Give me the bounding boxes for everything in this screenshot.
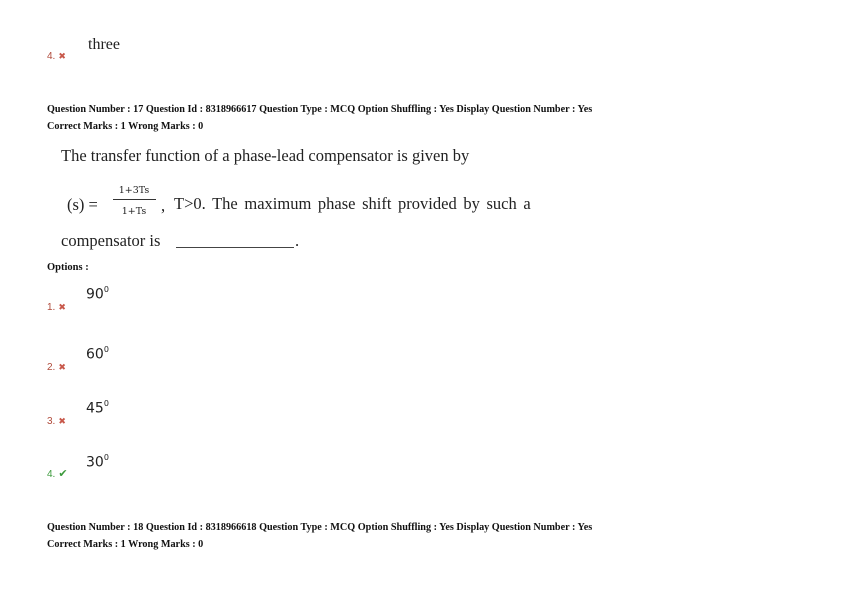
prev-option-text: three [88, 36, 120, 53]
option-2-value: 60 [86, 346, 104, 363]
prev-option-number-label: 4. [47, 51, 56, 62]
formula-numerator: 1+3Ts [118, 185, 150, 196]
option-2-text [86, 346, 109, 363]
question-17-text-line3: compensator is [61, 231, 161, 250]
prev-option-number [47, 51, 66, 62]
question-17-text-line1: The transfer function of a phase-lead compensator is given by [61, 146, 470, 165]
option-4-number-label: 4. [47, 469, 56, 480]
answer-blank [176, 247, 294, 248]
cross-icon: ✖ [58, 51, 66, 61]
cross-icon: ✖ [58, 362, 66, 372]
option-3-value: 45 [86, 400, 104, 417]
question-18-meta-line1: Question Number : 18 Question Id : 8318966618 Question Type : MCQ Option Shuffling : Yes Display Question Number : Yes [47, 522, 593, 533]
option-3-number-label: 3. [47, 416, 56, 427]
option-4-number [47, 469, 68, 480]
option-2-sup: 0 [103, 345, 109, 354]
option-3-sup: 0 [103, 399, 109, 408]
option-4-value: 30 [86, 454, 104, 471]
option-2-number [47, 362, 66, 373]
option-1-number-label: 1. [47, 302, 56, 313]
formula-suffix: T>0. The maximum phase shift provided by such a [174, 194, 531, 213]
option-2-number-label: 2. [47, 362, 56, 373]
formula-denominator: 1+Ts [121, 206, 147, 217]
question-17-meta-line1: Question Number : 17 Question Id : 8318966617 Question Type : MCQ Option Shuffling : Yes Display Question Number : Yes [47, 104, 593, 115]
formula-prefix: (s) = [67, 195, 98, 214]
formula-comma: , [161, 196, 166, 215]
cross-icon: ✖ [58, 302, 66, 312]
cross-icon: ✖ [58, 416, 66, 426]
options-label: Options : [47, 262, 89, 273]
option-4-text [86, 454, 109, 471]
option-4-sup: 0 [103, 453, 109, 462]
question-17-text-line3-end: . [295, 231, 300, 250]
option-3-text [86, 400, 109, 417]
option-1-number [47, 302, 66, 313]
option-3-number [47, 416, 66, 427]
check-icon: ✔ [58, 468, 68, 480]
question-18-meta-line2: Correct Marks : 1 Wrong Marks : 0 [47, 539, 204, 550]
fraction-bar [113, 199, 156, 200]
question-17-meta-line2: Correct Marks : 1 Wrong Marks : 0 [47, 121, 204, 132]
option-1-value: 90 [86, 286, 104, 303]
option-1-sup: 0 [103, 285, 109, 294]
option-1-text [86, 286, 109, 303]
